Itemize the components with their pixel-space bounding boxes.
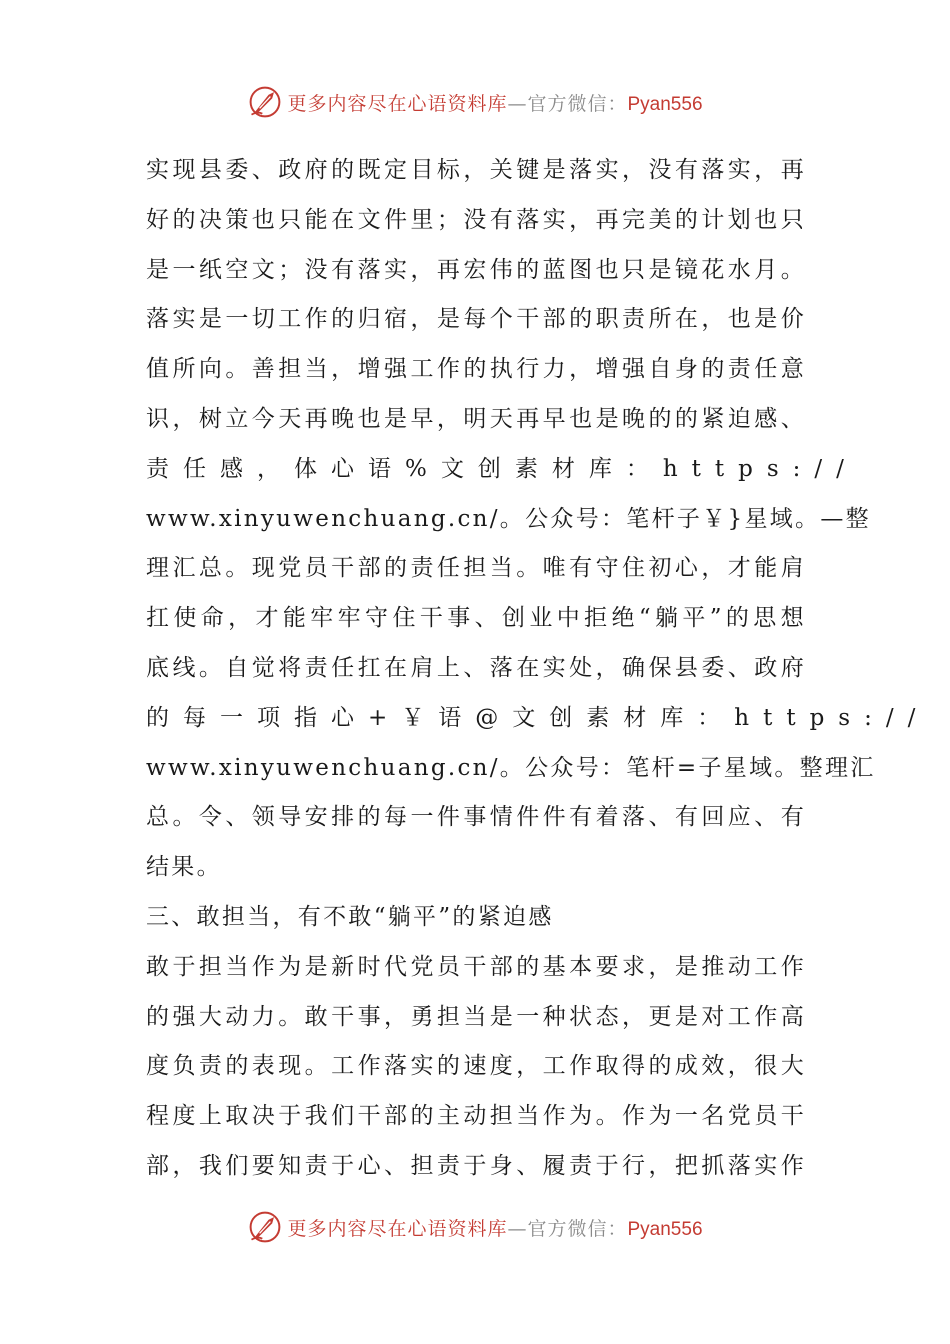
header-dash: — [507, 92, 528, 115]
body-line: 的强大动力。敢干事，勇担当是一种状态，更是对工作高 [146, 1003, 806, 1030]
header-label: 官方微信： [527, 92, 628, 115]
body-line: 总。令、领导安排的每一件事情件件有着落、有回应、有 [146, 804, 806, 831]
body-line: 理汇总。现党员干部的责任担当。唯有守住初心，才能肩 [146, 555, 806, 582]
header-watermark [0, 80, 950, 124]
header-text [287, 89, 702, 116]
body-line: 部，我们要知责于心、担责于身、履责于行，把抓落实作 [146, 1152, 806, 1179]
header-id: Pyan556 [627, 93, 703, 115]
body-line: 敢于担当作为是新时代党员干部的基本要求，是推动工作 [146, 953, 806, 980]
body-line: 识，树立今天再晚也是早，明天再早也是晚的的紧迫感、 [146, 405, 806, 432]
pen-nib-logo-icon [247, 84, 283, 120]
footer-label: 官方微信： [527, 1217, 628, 1240]
document-body [146, 146, 930, 1192]
footer-title: 更多内容尽在心语资料库 [287, 1217, 508, 1240]
body-line: www.xinyuwenchuang.cn/。公众号：笔杆子￥}星域。—整 [146, 505, 871, 532]
body-line: 实现县委、政府的既定目标，关键是落实，没有落实，再 [146, 157, 806, 183]
footer-id: Pyan556 [627, 1218, 703, 1240]
footer-watermark [0, 1205, 950, 1249]
body-line: 好的决策也只能在文件里；没有落实，再完美的计划也只 [146, 206, 806, 233]
body-line: 度负责的表现。工作落实的速度，工作取得的成效，很大 [146, 1053, 806, 1080]
header-title: 更多内容尽在心语资料库 [287, 92, 508, 115]
body-line: 程度上取决于我们干部的主动担当作为。作为一名党员干 [146, 1103, 806, 1130]
body-line: 扛使命，才能牢牢守住干事、创业中拒绝“躺平”的思想 [146, 605, 806, 632]
body-line: 值所向。善担当，增强工作的执行力，增强自身的责任意 [146, 356, 806, 383]
section-heading: 三、敢担当，有不敢“躺平”的紧迫感 [146, 903, 554, 930]
footer-text [287, 1214, 702, 1241]
footer-dash: — [507, 1217, 528, 1240]
body-line: 责任感，体心语%文创素材库：https:// [146, 455, 858, 482]
body-line: 是一纸空文；没有落实，再宏伟的蓝图也只是镜花水月。 [146, 256, 806, 283]
body-line: 结果。 [146, 854, 222, 881]
body-line: 底线。自觉将责任扛在肩上、落在实处，确保县委、政府 [146, 654, 806, 681]
body-line: 的每一项指心+￥语@文创素材库：https:// [146, 704, 930, 731]
body-line: www.xinyuwenchuang.cn/。公众号：笔杆=子星域。整理汇 [146, 754, 876, 781]
body-line: 落实是一切工作的归宿，是每个干部的职责所在，也是价 [146, 306, 806, 333]
pen-nib-logo-icon [247, 1209, 283, 1245]
